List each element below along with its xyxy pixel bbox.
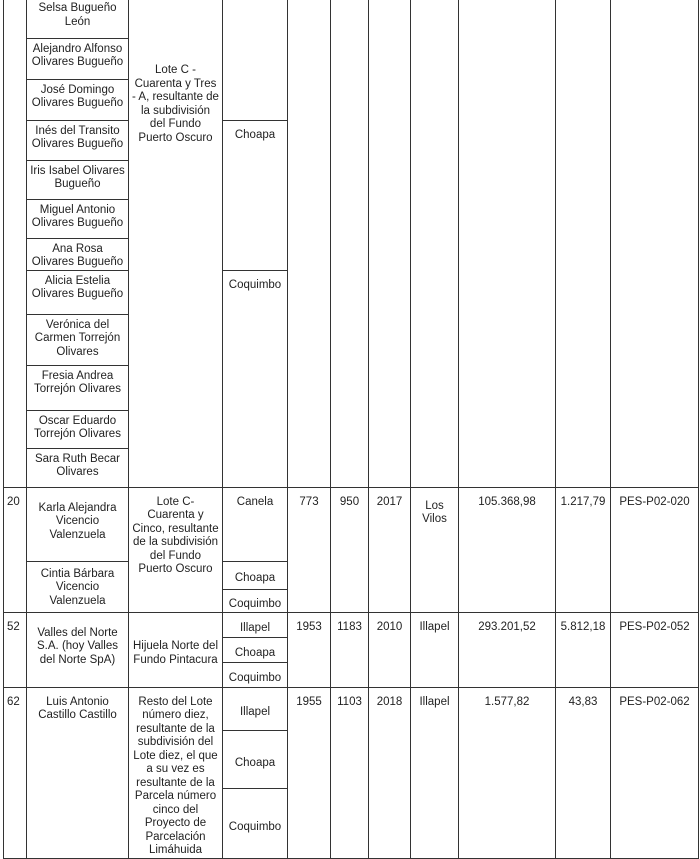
- owner-cell: Valles del Norte S.A. (hoy Valles del Norte SpA): [27, 612, 129, 687]
- area-cell: 293.201,52: [459, 612, 556, 687]
- number-cell: [4, 0, 27, 487]
- commune-cell: Coquimbo: [223, 270, 288, 487]
- area2-cell: 43,83: [556, 687, 611, 858]
- commune-cell: Illapel: [223, 612, 288, 637]
- table-row: [4, 487, 699, 561]
- code-cell: [611, 0, 699, 487]
- owner-cell: Alejandro Alfonso Olivares Bugueño: [27, 38, 129, 79]
- lot-cell: Lote C- Cuarenta y Cinco, resultante de la subdivisión del Fundo Puerto Oscuro: [129, 487, 223, 612]
- commune-cell: Canela: [223, 487, 288, 561]
- number-cell: 20: [4, 487, 27, 612]
- commune-cell: Coquimbo: [223, 789, 288, 858]
- commune-cell: Coquimbo: [223, 662, 288, 687]
- numero-cell: 950: [331, 487, 369, 612]
- numero-cell: [331, 0, 369, 487]
- year-cell: 2017: [369, 487, 411, 612]
- area2-cell: 1.217,79: [556, 487, 611, 612]
- owner-cell: José Domingo Olivares Bugueño: [27, 79, 129, 120]
- year-cell: [369, 0, 411, 487]
- commune-cell: Coquimbo: [223, 589, 288, 612]
- table-row: [4, 0, 699, 38]
- owner-cell: Fresia Andrea Torrejón Olivares: [27, 365, 129, 410]
- table-row: [4, 687, 699, 730]
- owner-cell: Verónica del Carmen Torrejón Olivares: [27, 314, 129, 365]
- owner-cell: Inés del Transito Olivares Bugueño: [27, 120, 129, 160]
- property-table: [3, 0, 699, 859]
- number-cell: 62: [4, 687, 27, 858]
- area-cell: [459, 0, 556, 487]
- fojas-cell: 1953: [288, 612, 331, 687]
- registry-cell: Los Vilos: [411, 487, 459, 612]
- code-cell: PES-P02-052: [611, 612, 699, 687]
- owner-cell: Oscar Eduardo Torrejón Olivares: [27, 410, 129, 448]
- registry-cell: Illapel: [411, 612, 459, 687]
- owner-cell: Iris Isabel Olivares Bugueño: [27, 160, 129, 199]
- code-cell: PES-P02-062: [611, 687, 699, 858]
- lot-cell: Lote C - Cuarenta y Tres - A, resultante de la subdivisión del Fundo Puerto Oscuro: [129, 0, 223, 487]
- owner-cell: Miguel Antonio Olivares Bugueño: [27, 199, 129, 238]
- area-cell: 1.577,82: [459, 687, 556, 858]
- owner-cell: Sara Ruth Becar Olivares: [27, 448, 129, 487]
- owner-cell: Cintia Bárbara Vicencio Valenzuela: [27, 561, 129, 612]
- number-cell: 52: [4, 612, 27, 687]
- numero-cell: 1183: [331, 612, 369, 687]
- owner-cell: Karla Alejandra Vicencio Valenzuela: [27, 487, 129, 561]
- fojas-cell: 773: [288, 487, 331, 612]
- owner-cell: Alicia Estelia Olivares Bugueño: [27, 270, 129, 314]
- commune-cell: [223, 0, 288, 120]
- commune-cell: Illapel: [223, 687, 288, 730]
- owner-cell: Luis Antonio Castillo Castillo: [27, 687, 129, 858]
- registry-cell: [411, 0, 459, 487]
- commune-cell: Choapa: [223, 730, 288, 789]
- code-cell: PES-P02-020: [611, 487, 699, 612]
- year-cell: 2010: [369, 612, 411, 687]
- commune-cell: Choapa: [223, 561, 288, 589]
- fojas-cell: [288, 0, 331, 487]
- lot-cell: Hijuela Norte del Fundo Pintacura: [129, 612, 223, 687]
- fojas-cell: 1955: [288, 687, 331, 858]
- owner-cell: Selsa Bugueño León: [27, 0, 129, 38]
- owner-cell: Ana Rosa Olivares Bugueño: [27, 238, 129, 270]
- lot-cell: Resto del Lote número diez, resultante de la subdivisión del Lote diez, el que a su vez es resultante de la Parcela número cinco del Proyecto de Parcelación Limáhuida: [129, 687, 223, 858]
- area-cell: 105.368,98: [459, 487, 556, 612]
- commune-cell: Choapa: [223, 637, 288, 662]
- area2-cell: 5.812,18: [556, 612, 611, 687]
- numero-cell: 1103: [331, 687, 369, 858]
- table-row: [4, 612, 699, 637]
- commune-cell: Choapa: [223, 120, 288, 270]
- registry-cell: Illapel: [411, 687, 459, 858]
- year-cell: 2018: [369, 687, 411, 858]
- area2-cell: [556, 0, 611, 487]
